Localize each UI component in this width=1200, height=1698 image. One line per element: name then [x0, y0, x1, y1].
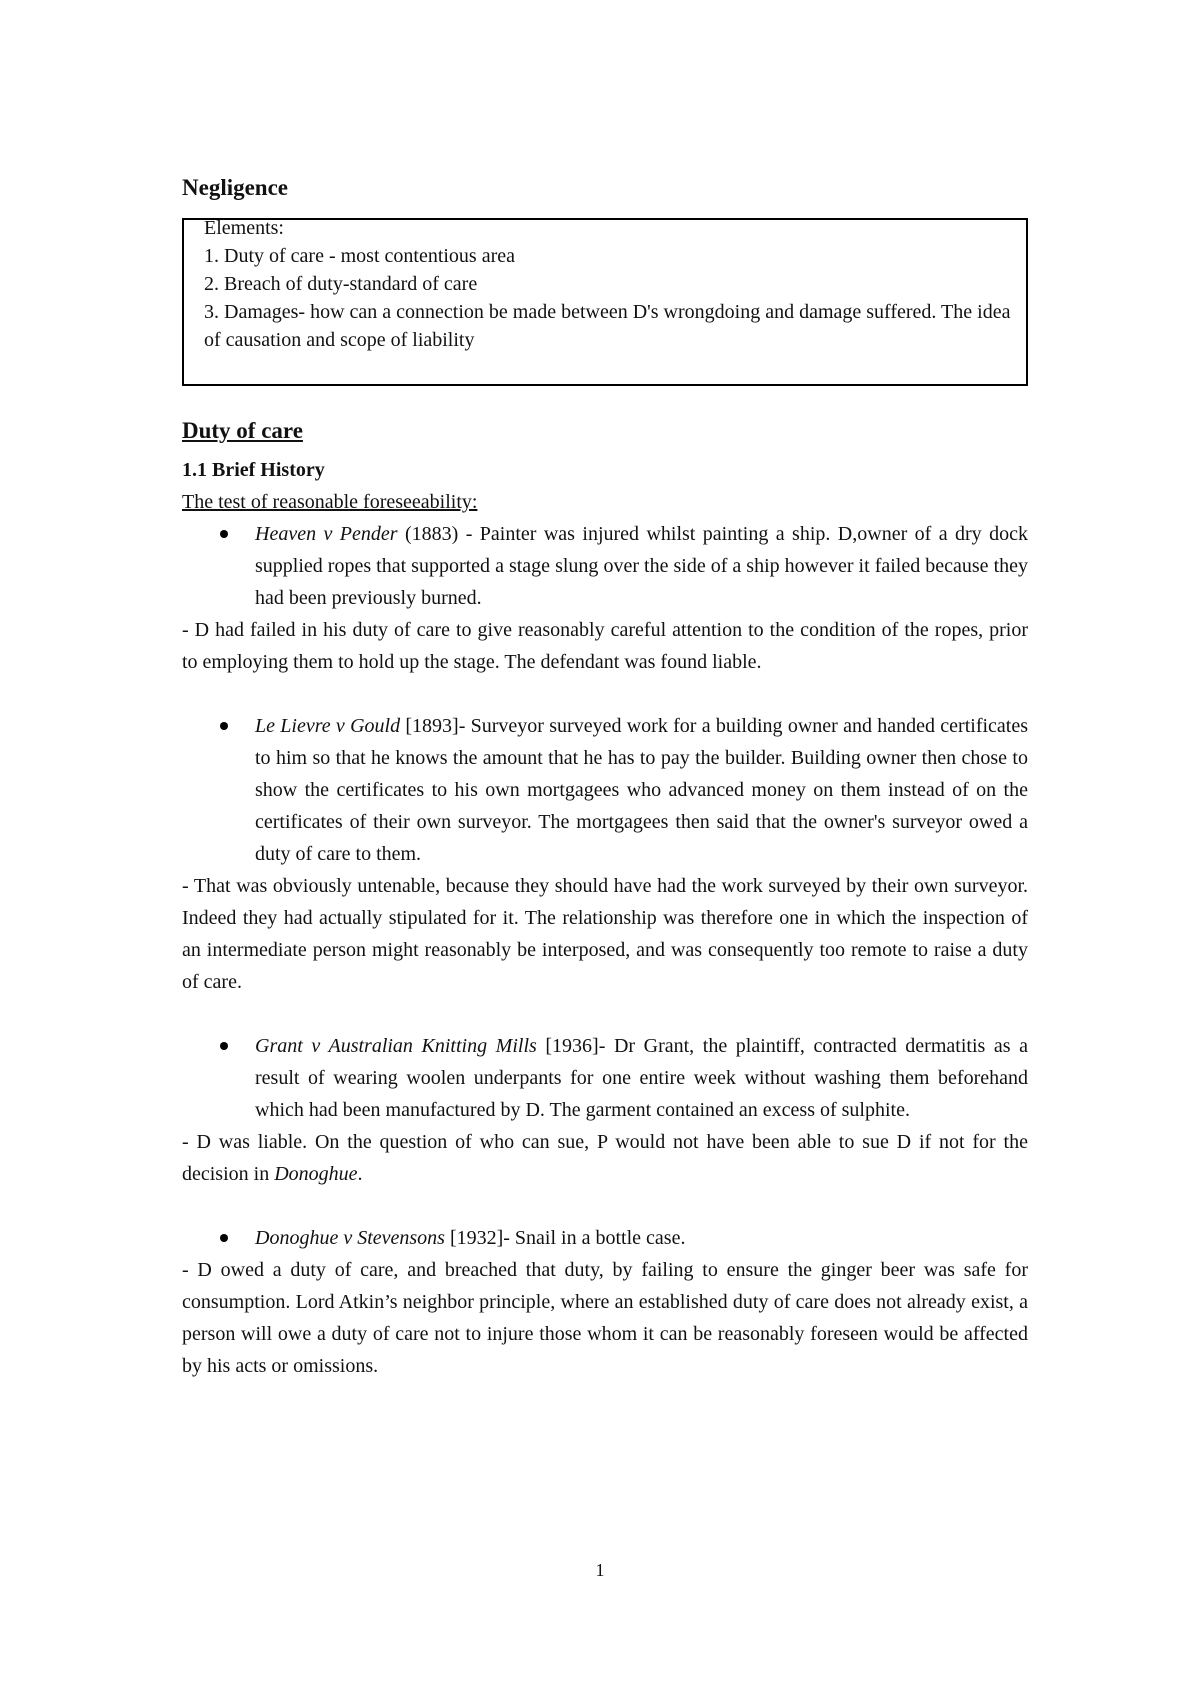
case-description: [1932]- Snail in a bottle case. — [444, 1227, 686, 1249]
case-name: Grant v Australian Knitting Mills — [255, 1035, 537, 1057]
document-title: Negligence — [182, 175, 289, 200]
bullet-icon — [220, 1042, 228, 1050]
sub-heading: 1.1 Brief History — [182, 459, 325, 481]
spacer — [182, 998, 1028, 1030]
case-description: (1883) - Painter was injured whilst painting a ship. D,owner of a dry dock supplied ropes that supported a stage slung over the side of a ship however it failed because they had been previously burned. — [255, 523, 1028, 609]
element-item-2: 2. Breach of duty-standard of care — [204, 273, 478, 295]
case-description: [1893]- Surveyor surveyed work for a building owner and handed certificates to him so that he knows the amount that he has to pay the builder. Building owner then chose to show the certificates to his own mortgagees who advanced money on them instead of on the certificates of their own surveyor. The mortgagees then said that the owner's surveyor owed a duty of care to them. — [255, 715, 1029, 865]
case-name: Le Lievre v Gould — [255, 715, 401, 737]
case-reference: Donoghue — [274, 1163, 358, 1185]
case-note: - D had failed in his duty of care to give reasonably careful attention to the condition of the ropes, prior to employing them to hold up the stage. The defendant was found liable. — [182, 619, 1028, 673]
case-item — [182, 1222, 1028, 1254]
case-name: Donoghue v Stevensons — [255, 1227, 445, 1249]
case-note: - D owed a duty of care, and breached that duty, by failing to ensure the ginger beer was safe for consumption. Lord Atkin’s neighbor principle, where an established duty of care does not already exist, a person will owe a duty of care not to injure those whom it can be reasonably foreseen would be affected by his acts or omissions. — [182, 1259, 1028, 1377]
bullet-icon — [220, 1234, 228, 1242]
element-item-3: 3. Damages- how can a connection be made between D's wrongdoing and damage suffered. The idea of causation and scope of liability — [204, 301, 1011, 351]
elements-box-inner — [204, 218, 1014, 354]
case-item — [182, 1030, 1028, 1126]
test-label: The test of reasonable foreseeability: — [182, 491, 478, 513]
case-item — [182, 518, 1028, 614]
case-description: [1936]- Dr Grant, the plaintiff, contracted dermatitis as a result of wearing woolen underpants for one entire week without washing them beforehand which had been manufactured by D. The garment contained an excess of sulphite. — [255, 1035, 1029, 1121]
bullet-icon — [220, 530, 228, 538]
section-heading: Duty of care — [182, 418, 303, 443]
bullet-icon — [220, 722, 228, 730]
page-number: 1 — [595, 1560, 605, 1580]
elements-box — [182, 218, 1028, 386]
case-note: - That was obviously untenable, because they should have had the work surveyed by their own surveyor. Indeed they had actually stipulated for it. The relationship was therefore one in which the inspection of an intermediate person might reasonably be interposed, and was consequently too remote to raise a duty of care. — [182, 875, 1028, 993]
page-content — [182, 172, 1028, 1382]
case-note-text: - D was liable. On the question of who can sue, P would not have been able to sue D if not for the decision in — [182, 1131, 1028, 1185]
spacer — [182, 678, 1028, 710]
case-note — [182, 1126, 1028, 1190]
case-item — [182, 710, 1028, 870]
case-name: Heaven v Pender — [255, 523, 398, 545]
element-item-1: 1. Duty of care - most contentious area — [204, 245, 516, 267]
case-note-end: . — [357, 1163, 363, 1185]
spacer — [182, 1190, 1028, 1222]
elements-heading: Elements: — [204, 218, 284, 239]
